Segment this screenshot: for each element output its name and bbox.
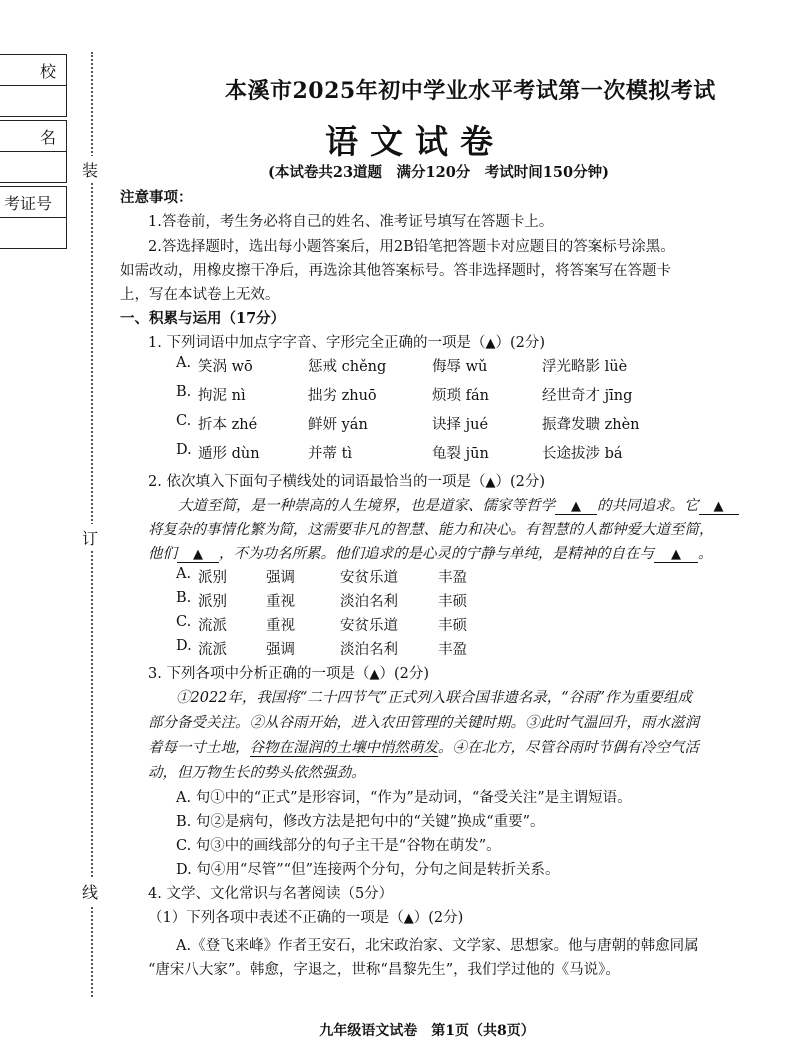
- q3-passage-line-2: 部分备受关注。②从谷雨开始，进入农田管理的关键时期。③此时气温回升，雨水滋润: [148, 715, 699, 731]
- q3-option-b: B. 句②是病句，修改方法是把句中的“关键”换成“重要”。: [176, 814, 545, 830]
- blank-3: ▲: [177, 547, 219, 563]
- exam-number-box: [0, 186, 67, 249]
- binding-char-zhuang: 装: [82, 156, 98, 183]
- question-2-stem: 2. 依次填入下面句子横线处的词语最恰当的一项是（▲）(2分): [148, 474, 545, 490]
- blank-2: ▲: [699, 499, 739, 515]
- blank-4: ▲: [654, 547, 698, 563]
- underlined-sentence: 谷物在湿润的土壤中悄然萌发: [249, 740, 438, 756]
- page-footer: 九年级语文试卷 第1页（共8页）: [319, 1023, 535, 1039]
- notice-item-2-end: 上，写在本试卷上无效。: [120, 287, 280, 303]
- notice-heading: 注意事项：: [120, 189, 193, 206]
- answer-mark: ▲: [485, 336, 496, 351]
- answer-mark: ▲: [403, 911, 414, 926]
- question-4-title: 4. 文学、文化常识与名著阅读（5分）: [148, 886, 394, 902]
- question-4-1-stem: （1）下列各项中表述不正确的一项是（▲）(2分): [148, 910, 464, 926]
- q3-passage-line-1: ①2022年，我国将“二十四节气”正式列入联合国非遗名录，“谷雨”作为重要组成: [176, 690, 693, 706]
- q2-passage-line-1: 大道至简，是一种崇高的人生境界，也是道家、儒家等哲学 ▲ 的共同追求。它 ▲: [178, 494, 739, 515]
- q3-passage-line-3: 着每一寸土地，谷物在湿润的土壤中悄然萌发。④在北方，尽管谷雨时节偶有冷空气活: [148, 740, 699, 756]
- q2-passage-line-2: 将复杂的事情化繁为简，这需要非凡的智慧、能力和决心。有智慧的人都钟爱大道至简，: [148, 522, 714, 538]
- q4-option-a-line-1: A.《登飞来峰》作者王安石，北宋政治家、文学家、思想家。他与唐朝的韩愈同属: [176, 938, 699, 954]
- question-3-stem: 3. 下列各项中分析正确的一项是（▲）(2分): [148, 666, 429, 682]
- q4-option-a-line-2: “唐宋八大家”。韩愈，字退之，世称“昌黎先生”，我们学过他的《马说》。: [148, 962, 620, 978]
- subject-title: 语文试卷: [325, 122, 505, 161]
- school-box: [0, 54, 67, 117]
- notice-item-2-cont: 如需改动，用橡皮擦干净后，再选涂其他答案标号。答非选择题时，将答案写在答题卡: [120, 263, 671, 279]
- section-1-heading: 一、积累与运用（17分）: [120, 310, 286, 327]
- blank-1: ▲: [555, 499, 597, 515]
- exam-number-label: 考证号: [3, 194, 52, 213]
- q3-option-d: D. 句④用“尽管”“但”连接两个分句，分句之间是转折关系。: [176, 862, 560, 878]
- binding-char-ding: 订: [82, 524, 98, 551]
- notice-item-2: 2.答选择题时，选出每小题答案后，用2B铅笔把答题卡对应题目的答案标号涂黑。: [148, 239, 675, 255]
- q3-option-c: C. 句③中的画线部分的句子主干是“谷物在萌发”。: [176, 838, 501, 854]
- q3-passage-line-4: 动，但万物生长的势头依然强劲。: [148, 765, 366, 781]
- school-label: 校: [39, 62, 56, 81]
- exam-info: (本试卷共23道题 满分120分 考试时间150分钟): [268, 164, 609, 181]
- notice-item-1: 1.答卷前，考生务必将自己的姓名、准考证号填写在答题卡上。: [148, 214, 554, 230]
- binding-char-xian: 线: [82, 878, 98, 905]
- q2-passage-line-3: 他们 ▲ ，不为功名所累。他们追求的是心灵的宁静与单纯，是精神的自在与 ▲ 。: [148, 546, 713, 562]
- name-label: 名: [39, 128, 56, 147]
- answer-mark: ▲: [485, 475, 496, 490]
- q3-option-a: A. 句①中的“正式”是形容词，“作为”是动词，“备受关注”是主谓短语。: [176, 790, 632, 806]
- exam-title: 本溪市2025年初中学业水平考试第一次模拟考试: [225, 78, 716, 104]
- question-1-stem: 1. 下列词语中加点字字音、字形完全正确的一项是（▲）(2分): [148, 335, 545, 351]
- answer-mark: ▲: [369, 667, 380, 682]
